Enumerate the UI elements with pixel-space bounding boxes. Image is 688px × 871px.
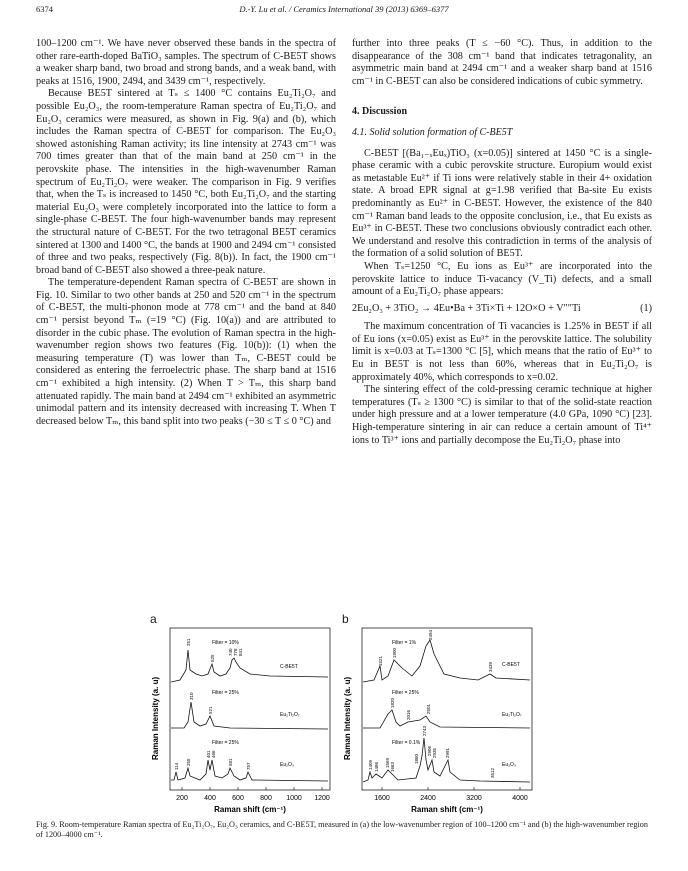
- panel-b-annotations: [392, 640, 522, 768]
- peak-label: 521: [208, 706, 213, 714]
- x-ticks-b: [374, 795, 528, 802]
- peak-label: 1409: [368, 759, 373, 770]
- panel-label-a: a: [150, 612, 157, 626]
- right-column: [352, 38, 652, 447]
- filter-label: Filter = 25%: [392, 690, 419, 696]
- filter-label: Filter = 1%: [392, 640, 417, 646]
- peak-label: 525: [210, 654, 215, 662]
- y-axis-label-b: Raman Intensity (a. u): [343, 676, 352, 760]
- peak-label: 778: [233, 648, 238, 656]
- peak-label: 2016: [406, 709, 411, 720]
- peak-label: 2743: [422, 725, 427, 736]
- peak-label: 401: [206, 750, 211, 758]
- paragraph: 100–1200 cm⁻¹. We have never observed these bands in the spectra of other rare-earth-doped BaTiO₃ samples. The spectrum of C-BE5T shows a weaker sharp band, two broad and strong bands, and a weak band, with peaks at 1516, 1900, 2494, and 3439 cm⁻¹, respectively.: [36, 38, 336, 87]
- x-axis-label-a: Raman shift (cm⁻¹): [214, 805, 286, 814]
- series-label: Eu₂Ti₂O₇: [280, 712, 300, 718]
- figure-9: [130, 610, 570, 820]
- x-tick-label: 400: [204, 795, 216, 802]
- series-label: Eu₂Ti₂O₇: [502, 712, 522, 718]
- x-tick-label: 800: [260, 795, 272, 802]
- x-axis-label-b: Raman shift (cm⁻¹): [411, 805, 483, 814]
- filter-label: Filter = 25%: [212, 740, 239, 746]
- peak-label: 2935: [432, 747, 437, 758]
- x-tick-label: 3200: [466, 795, 482, 802]
- panel-label-b: b: [342, 612, 349, 626]
- figure-caption: Fig. 9. Room-temperature Raman spectra of Eu₂Ti₂O₇, Eu₂O₃ ceramics, and C-BE5T, measured in (a) the low-wavenumber region of 100–1200 cm⁻¹ and (b) the high-wavenumber region of 1200–4000 cm⁻¹.: [36, 820, 648, 839]
- peak-label: 255: [186, 758, 191, 766]
- panel-a-annotations: [212, 640, 300, 768]
- spectrum-trace: [171, 702, 328, 729]
- series-label: Eu₂O₃: [280, 762, 294, 768]
- x-tick-label: 1600: [374, 795, 390, 802]
- series-label: C-BE5T: [280, 664, 298, 670]
- peak-label: 466: [211, 750, 216, 758]
- section-heading: 4. Discussion: [352, 106, 408, 118]
- peak-label: 581: [228, 758, 233, 766]
- peak-label: 2501: [426, 703, 431, 714]
- x-tick-label: 1200: [314, 795, 330, 802]
- panel-a-peak-labels: [174, 638, 251, 770]
- series-label: C-BE5T: [502, 662, 520, 668]
- peak-label: 2991: [445, 747, 450, 758]
- peak-label: 310: [189, 692, 194, 700]
- equation-text: 2Eu₂O₃ + 3TiO₂ → 4Eu•Ba + 3Ti×Ti + 12O×O + V″″Ti: [352, 302, 581, 314]
- panel-a-traces: [171, 650, 328, 781]
- x-tick-label: 200: [176, 795, 188, 802]
- peak-label: 1900: [392, 647, 397, 658]
- peak-label: 3439: [488, 661, 493, 672]
- peak-label: 251: [186, 638, 191, 646]
- equation-number: (1): [640, 302, 652, 314]
- filter-label: Filter = 25%: [212, 690, 239, 696]
- series-label: Eu₂O₃: [502, 762, 516, 768]
- equation-1: [352, 303, 652, 316]
- peak-label: 1521: [378, 655, 383, 666]
- peak-label: 3512: [490, 767, 495, 778]
- paragraph: The temperature-dependent Raman spectra of C-BE5T are shown in Fig. 10. Similar to two other bands at 250 and 520 cm⁻¹ in the spectrum of C-BE5T, the multi-phonon mode at 778 cm⁻¹ and the band at 840 cm⁻¹ persist beyond Tₘ (=19 °C) (Fig. 10(a)) and are attributed to disorder in the cubic phase. The evolution of Raman spectra in the high-wavenumber region shows two features (Fig. 10(b)): (1) when the measuring temperature (T) was lower than Tₘ, C-BE5T could be considered as entering the ferroelectric phase. The sharp band at 1516 cm⁻¹ exhibited a high intensity. (2) When T > Tₘ, this sharp band attenuated rapidly. The main band at 2494 cm⁻¹ exhibited an asymmetric unimodal pattern and its intensity decreased with increasing T. When T decreased below Tₘ, this band split into two peaks (−30 ≤ T ≤ 0 °C) and: [36, 277, 336, 427]
- page-number: 6374: [36, 4, 53, 14]
- peak-label: 114: [174, 762, 179, 770]
- running-title: D.-Y. Lu et al. / Ceramics International 39 (2013) 6369–6377: [239, 4, 449, 14]
- paragraph: C-BE5T [(Ba₁₋ₓEuₓ)TiO₃ (x=0.05)] sintered at 1450 °C is a single-phase ceramic with a cubic perovskite structure. Europium would exist as metastable Eu²⁺ if Ti ions were relatively stable in their 4+ oxidation state. A broad EPR signal at g=1.98 verified that Ba-site Eu exists predominantly as Eu²⁺ in C-BE5T. However, the existence of the 840 cm⁻¹ Raman band leads to the opposite conclusion, i.e., that Eu exists as Eu³⁺ in C-BE5T. These two conclusions obviously contradict each other. We understand and resolve this contradiction in terms of the analysis of the formation of a solid solution of BE5T.: [352, 147, 652, 260]
- peak-label: 1663: [390, 761, 395, 772]
- peak-label: 1486: [374, 761, 379, 772]
- filter-label: Filter = 0.1%: [392, 740, 421, 746]
- x-tick-label: 2400: [420, 795, 436, 802]
- peak-label: 1860: [414, 753, 419, 764]
- panel-b-peak-labels: [368, 629, 495, 778]
- x-ticks-a: [176, 795, 330, 802]
- paragraph: Because BE5T sintered at Tₛ ≤ 1400 °C contains Eu₂Ti₂O₇ and possible Eu₂O₃, the room-temperature Raman spectra of Eu₂Ti₂O₇ and Eu₂O₃ ceramics were measured, as shown in Fig. 9(a) and (b), which includes the Raman spectra of C-BE5T for comparison. The Eu₂O₃ showed astonishing Raman activity; its line intensity at 2743 cm⁻¹ was 700 times greater than that of the main band at 250 cm⁻¹ in the perovskite phase. The intensities in the high-wavenumber Raman spectrum of Eu₂Ti₂O₇ were weaker. The comparison in Fig. 9 verifies that, when the Tₛ is increased to 1450 °C, both Eu₂Ti₂O₇ and the starting material Eu₂O₃ were completely incorporated into the lattice to form a single-phase C-BE5T. The four high-wavenumber bands may represent the structural nature of C-BE5T. For the two tetragonal BE5T ceramics sintered at 1300 and 1400 °C, the bands at 1900 and 2494 cm⁻¹ consisted of three and two peaks, respectively (Fig. 8(b)). In fact, the 1900 cm⁻¹ broad band of C-BE5T also showed a three-peak nature.: [36, 88, 336, 276]
- paragraph: The sintering effect of the cold-pressing ceramic technique at higher temperatures (Tₛ ≥ 1300 °C) is similar to that of the solid-state reaction under high pressure and at a lower temperature (4.0 GPa, 1090 °C) [23]. High-temperature sintering in air can reduce a certain amount of Ti⁴⁺ ions to Ti³⁺ ions and partially decompose the Eu₂Ti₂O₇ phase into: [352, 384, 652, 446]
- running-header: [36, 4, 652, 16]
- peak-label: 2494: [428, 629, 433, 640]
- peak-label: 740: [228, 648, 233, 656]
- filter-label: Filter = 10%: [212, 640, 239, 646]
- y-axis-label-a: Raman Intensity (a. u): [151, 676, 160, 760]
- peak-label: 1820: [390, 697, 395, 708]
- peak-label: 841: [238, 648, 243, 656]
- figure-svg: [130, 610, 570, 820]
- x-tick-label: 1000: [286, 795, 302, 802]
- x-tick-label: 600: [232, 795, 244, 802]
- peak-label: 757: [246, 762, 251, 770]
- spectrum-trace: [363, 640, 530, 682]
- paragraph: The maximum concentration of Ti vacancies is 1.25% in BE5T if all of Eu ions (x=0.05) exist as Eu³⁺ in the perovskite lattice. The solubility limit is x=0.03 at Tₛ=1300 °C [5], which means that the ratio of Eu³⁺ to Eu in BE5T is not less than 60%, whereas that in Eu₂Ti₂O₇ is approximately 40%, which corresponds to x=0.02.: [352, 321, 652, 383]
- paragraph: When Tₛ=1250 °C, Eu ions as Eu³⁺ are incorporated into the perovskite lattice to induce Ti-vacancy (V_Ti) defects, and a small amount of a Eu₂Ti₂O₇ phase appears:: [352, 260, 652, 298]
- peak-label: 2906: [427, 745, 432, 756]
- subsection-heading: 4.1. Solid solution formation of C-BE5T: [352, 126, 513, 138]
- paragraph: further into three peaks (T ≤ −60 °C). Thus, in addition to the disappearance of the 308 cm⁻¹ band that indicates tetragonality, an asymmetric main band at 2494 cm⁻¹ and a weaker sharp band at 1516 cm⁻¹ in C-BE5T can also be considered indications of cubic symmetry.: [352, 38, 652, 87]
- x-tick-label: 4000: [512, 795, 528, 802]
- left-column: [36, 38, 336, 428]
- spectrum-trace: [171, 650, 328, 682]
- peak-label: 1569: [385, 757, 390, 768]
